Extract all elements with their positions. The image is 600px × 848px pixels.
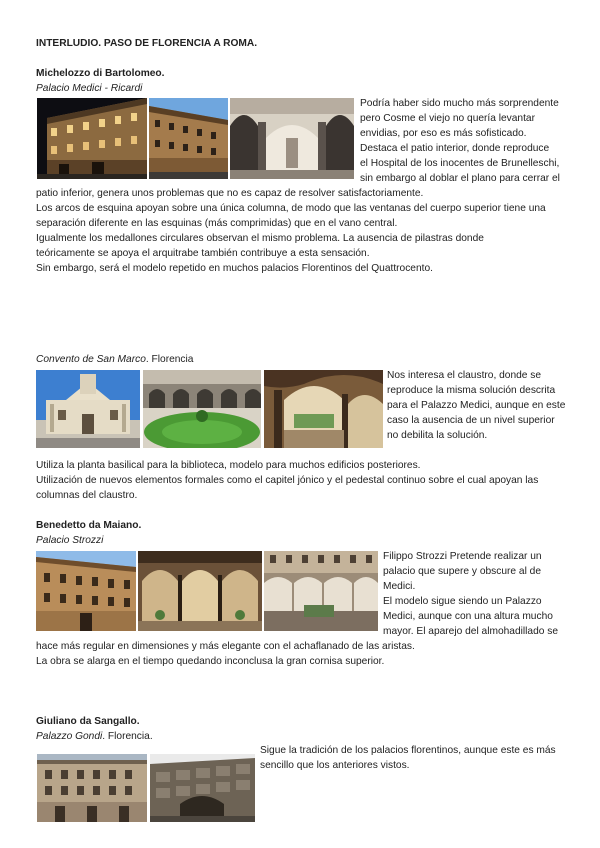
section-subheading-palacio-medici: Palacio Medici - Ricardi (36, 83, 143, 94)
s3-line-8: La obra se alarga en el tiempo quedando inconclusa la gran cornisa superior. (36, 656, 385, 667)
s3-line-3: Medici. (383, 581, 416, 592)
photo-palazzo-medici-street (149, 98, 228, 179)
photo-palazzo-strozzi-facade (36, 551, 136, 631)
s1-line-6: sin embargo al doblar el plano para cerrar el (360, 173, 560, 184)
section-heading-sangallo: Giuliano da Sangallo. (36, 716, 140, 727)
photo-palazzo-strozzi-courtyard (138, 551, 262, 631)
section-heading-benedetto: Benedetto da Maiano. (36, 520, 142, 531)
s4-line-1: Sigue la tradición de los palacios florentinos, aunque este es más (260, 745, 556, 756)
photo-palazzo-strozzi-interior (264, 551, 378, 631)
s2-line-5: no debilita la solución. (387, 430, 488, 441)
s1-line-10: Igualmente los medallones circulares observan el mismo problema. La ausencia de pilastras donde (36, 233, 484, 244)
palazzo-gondi-city: . Florencia. (102, 731, 153, 742)
photo-palazzo-medici-facade (37, 98, 147, 179)
photo-san-marco-portico (264, 370, 383, 448)
s1-line-12: Sin embargo, será el modelo repetido en muchos palacios Florentinos del Quattrocento. (36, 263, 433, 274)
s2-line-2: reproduce la misma solución descrita (387, 385, 556, 396)
s1-line-8: Los arcos de esquina apoyan sobre una única columna, de modo que las ventanas del cuerpo superior tiene una (36, 203, 546, 214)
s1-line-11: teóricamente se apoya el arquitrabe también contribuye a esta sensación. (36, 248, 370, 259)
s3-line-2: palacio que supere y obscure al de (383, 566, 542, 577)
section-heading-michelozzo: Michelozzo di Bartolomeo. (36, 68, 165, 79)
s2-line-7: Utilización de nuevos elementos formales como el capitel jónico y el pedestal continuo sobre el cual apoyan las (36, 475, 539, 486)
san-marco-name: Convento de San Marco (36, 354, 146, 365)
s1-line-2: pero Cosme el viejo no quería levantar (360, 113, 535, 124)
palazzo-gondi-name: Palazzo Gondi (36, 731, 103, 742)
s2-line-8: columnas del claustro. (36, 490, 138, 501)
s3-line-7: hace más regular en dimensiones y más elegante con el achaflanado de las aristas. (36, 641, 415, 652)
s2-line-1: Nos interesa el claustro, donde se (387, 370, 542, 381)
photo-palazzo-medici-courtyard (230, 98, 354, 179)
s2-line-4: caso la ausencia de un nivel superior (387, 415, 555, 426)
photo-palazzo-gondi-courtyard (150, 754, 255, 822)
s1-line-7: patio inferior, genera unos problemas que no es capaz de resolver satisfactoriamente. (36, 188, 424, 199)
s3-line-4: El modelo sigue siendo un Palazzo (383, 596, 542, 607)
s2-line-6: Utiliza la planta basilical para la biblioteca, modelo para muchos edificios posteriores. (36, 460, 421, 471)
section-subheading-palazzo-gondi (36, 729, 153, 744)
s4-line-2: sencillo que los anteriores vistos. (260, 760, 410, 771)
photo-san-marco-cloister (143, 370, 261, 448)
s3-line-6: mayor. El aparejo del almohadillado se (383, 626, 558, 637)
s2-line-3: para el Palazzo Medici, aunque en este (387, 400, 566, 411)
san-marco-city: . Florencia (145, 354, 194, 365)
main-title: INTERLUDIO. PASO DE FLORENCIA A ROMA. (36, 38, 258, 49)
s1-line-3: envidias, por eso es más sofisticado. (360, 128, 527, 139)
photo-san-marco-exterior (36, 370, 140, 448)
s3-line-1: Filippo Strozzi Pretende realizar un (383, 551, 542, 562)
photo-palazzo-gondi-facade (37, 754, 147, 822)
section-subheading-san-marco (36, 352, 193, 367)
section-subheading-palacio-strozzi: Palacio Strozzi (36, 535, 104, 546)
s1-line-5: el Hospital de los inocentes de Brunelleschi, (360, 158, 560, 169)
s3-line-5: Medici, aunque con una altura mucho (383, 611, 553, 622)
s1-line-1: Podría haber sido mucho más sorprendente (360, 98, 559, 109)
s1-line-9: separación diferente en las esquinas (más comprimidas) que en el vano central. (36, 218, 398, 229)
s1-line-4: Destaca el patio interior, donde reproduce (360, 143, 550, 154)
